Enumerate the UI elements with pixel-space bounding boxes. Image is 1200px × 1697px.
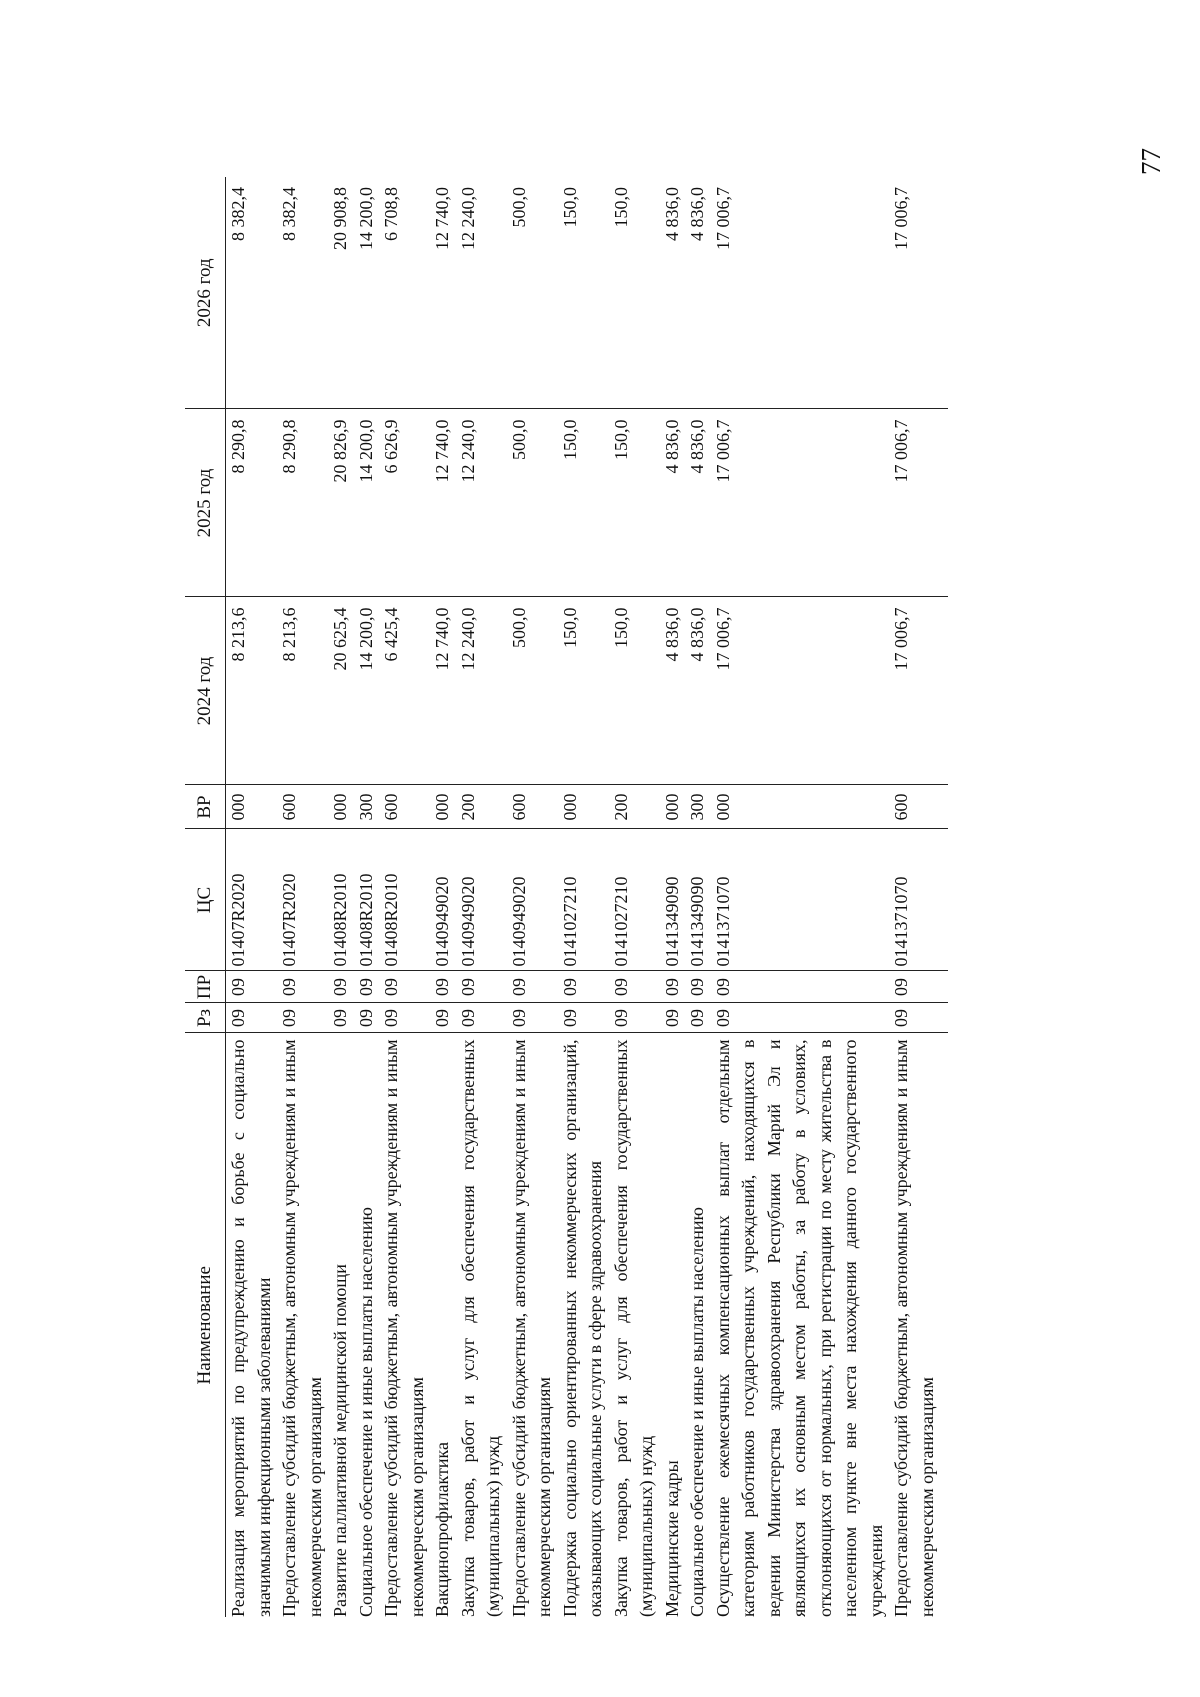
table-row (456, 177, 507, 1617)
row-2024: 500,0 (507, 597, 558, 785)
row-rz: 09 (379, 1003, 430, 1033)
row-2025: 4 836,0 (685, 409, 711, 597)
row-2024: 8 213,6 (226, 597, 278, 785)
row-2026: 17 006,7 (711, 177, 890, 409)
row-name: Предоставление субсидий бюджетным, автономным учреждениям и иным некоммерческим организациям (381, 1039, 427, 1617)
row-name: Развитие паллиативной медицинской помощи (330, 1264, 350, 1617)
row-cs: 0141027210 (558, 829, 609, 971)
table-row (430, 177, 456, 1617)
row-cs: 0141371070 (889, 829, 948, 971)
table-row (354, 177, 380, 1617)
row-pr: 09 (889, 971, 948, 1003)
row-2025: 14 200,0 (354, 409, 380, 597)
row-vr: 000 (328, 785, 354, 829)
row-name: Поддержка социально ориентированных некоммерческих организаций, оказывающих социальные услуги в сфере здравоохранения (559, 1039, 605, 1617)
row-cs: 0141027210 (609, 829, 660, 971)
row-cs: 01408R2010 (354, 829, 380, 971)
row-2024: 12 740,0 (430, 597, 456, 785)
row-2024: 8 213,6 (277, 597, 328, 785)
row-pr: 09 (507, 971, 558, 1003)
row-vr: 200 (456, 785, 507, 829)
table-row (609, 177, 660, 1617)
row-rz: 09 (660, 1003, 686, 1033)
row-2025: 12 240,0 (456, 409, 507, 597)
table-body (226, 177, 949, 1617)
row-2026: 8 382,4 (226, 177, 278, 409)
row-vr: 000 (430, 785, 456, 829)
row-rz: 09 (507, 1003, 558, 1033)
row-cs: 01408R2010 (328, 829, 354, 971)
row-2026: 8 382,4 (277, 177, 328, 409)
row-pr: 09 (354, 971, 380, 1003)
row-cs: 0141349090 (685, 829, 711, 971)
row-2026: 500,0 (507, 177, 558, 409)
row-name: Медицинские кадры (661, 1460, 682, 1617)
row-cs: 01407R2020 (277, 829, 328, 971)
row-2025: 500,0 (507, 409, 558, 597)
table-row (889, 177, 948, 1617)
row-vr: 000 (660, 785, 686, 829)
row-2024: 150,0 (609, 597, 660, 785)
table-row (328, 177, 354, 1617)
row-name: Социальное обеспечение и иные выплаты населению (355, 1207, 376, 1617)
row-vr: 600 (507, 785, 558, 829)
table-row (660, 177, 686, 1617)
row-vr: 300 (354, 785, 380, 829)
row-pr: 09 (660, 971, 686, 1003)
row-rz: 09 (558, 1003, 609, 1033)
table-row (379, 177, 430, 1617)
page-number: 77 (1136, 148, 1166, 175)
header-2026: 2026 год (185, 177, 226, 409)
row-2024: 4 836,0 (660, 597, 686, 785)
row-rz: 09 (711, 1003, 890, 1033)
row-vr: 300 (685, 785, 711, 829)
row-2024: 20 625,4 (328, 597, 354, 785)
row-cs: 0140949020 (430, 829, 456, 971)
row-vr: 600 (379, 785, 430, 829)
row-rz: 09 (430, 1003, 456, 1033)
row-2025: 8 290,8 (226, 409, 278, 597)
budget-table (185, 177, 948, 1617)
header-pr: ПР (185, 971, 226, 1003)
row-name: Предоставление субсидий бюджетным, автономным учреждениям и иным некоммерческим организациям (891, 1039, 937, 1617)
row-pr: 09 (226, 971, 278, 1003)
row-2025: 17 006,7 (711, 409, 890, 597)
row-cs: 0140949020 (456, 829, 507, 971)
row-rz: 09 (609, 1003, 660, 1033)
row-rz: 09 (277, 1003, 328, 1033)
row-pr: 09 (430, 971, 456, 1003)
row-cs: 01407R2020 (226, 829, 278, 971)
table-row (277, 177, 328, 1617)
row-vr: 000 (226, 785, 278, 829)
row-vr: 000 (711, 785, 890, 829)
row-pr: 09 (558, 971, 609, 1003)
row-rz: 09 (354, 1003, 380, 1033)
row-rz: 09 (889, 1003, 948, 1033)
row-2024: 14 200,0 (354, 597, 380, 785)
row-pr: 09 (277, 971, 328, 1003)
row-2025: 150,0 (558, 409, 609, 597)
row-pr: 09 (379, 971, 430, 1003)
row-vr: 200 (609, 785, 660, 829)
row-cs: 0140949020 (507, 829, 558, 971)
row-cs: 0141371070 (711, 829, 890, 971)
row-vr: 000 (558, 785, 609, 829)
row-2025: 150,0 (609, 409, 660, 597)
row-rz: 09 (456, 1003, 507, 1033)
table-row (558, 177, 609, 1617)
table-row (711, 177, 890, 1617)
row-2026: 14 200,0 (354, 177, 380, 409)
row-rz: 09 (685, 1003, 711, 1033)
row-2026: 20 908,8 (328, 177, 354, 409)
header-cs: ЦС (185, 829, 226, 971)
row-2024: 150,0 (558, 597, 609, 785)
header-2024: 2024 год (185, 597, 226, 785)
row-name: Закупка товаров, работ и услуг для обеспечения государственных (муниципальных) нужд (610, 1039, 656, 1617)
row-2025: 17 006,7 (889, 409, 948, 597)
row-2024: 17 006,7 (889, 597, 948, 785)
header-2025: 2025 год (185, 409, 226, 597)
row-2024: 12 240,0 (456, 597, 507, 785)
row-name: Предоставление субсидий бюджетным, автономным учреждениям и иным некоммерческим организациям (279, 1039, 325, 1617)
row-name: Реализация мероприятий по предупреждению и борьбе с социально значимыми инфекционными заболеваниями (228, 1039, 274, 1617)
row-pr: 09 (456, 971, 507, 1003)
row-2026: 150,0 (558, 177, 609, 409)
row-pr: 09 (328, 971, 354, 1003)
row-cs: 0141349090 (660, 829, 686, 971)
row-2026: 6 708,8 (379, 177, 430, 409)
header-vr: ВР (185, 785, 226, 829)
header-name: Наименование (185, 1033, 226, 1617)
row-2025: 12 740,0 (430, 409, 456, 597)
row-name: Закупка товаров, работ и услуг для обеспечения государственных (муниципальных) нужд (457, 1039, 503, 1617)
row-2024: 4 836,0 (685, 597, 711, 785)
row-2026: 17 006,7 (889, 177, 948, 409)
row-pr: 09 (711, 971, 890, 1003)
row-2026: 12 240,0 (456, 177, 507, 409)
row-rz: 09 (328, 1003, 354, 1033)
rotated-page-content (185, 177, 1185, 1617)
row-cs: 01408R2010 (379, 829, 430, 971)
header-rz: Рз (185, 1003, 226, 1033)
row-2026: 4 836,0 (685, 177, 711, 409)
row-2025: 4 836,0 (660, 409, 686, 597)
table-row (685, 177, 711, 1617)
row-rz: 09 (226, 1003, 278, 1033)
row-2026: 4 836,0 (660, 177, 686, 409)
row-2025: 6 626,9 (379, 409, 430, 597)
row-name: Предоставление субсидий бюджетным, автономным учреждениям и иным некоммерческим организациям (508, 1039, 554, 1617)
table-header-row (185, 177, 226, 1617)
row-2024: 17 006,7 (711, 597, 890, 785)
row-2025: 8 290,8 (277, 409, 328, 597)
row-vr: 600 (277, 785, 328, 829)
row-pr: 09 (685, 971, 711, 1003)
row-2026: 150,0 (609, 177, 660, 409)
row-pr: 09 (609, 971, 660, 1003)
row-vr: 600 (889, 785, 948, 829)
row-name: Осуществление ежемесячных компенсационных выплат отдельным категориям работников государственных учреждений, находящихся в ведении Министерства здравоохранения Республики Марий Эл и являющихся их основным местом работы, за работу в условиях, отклоняющихся от нормальных, при регистрации по месту жительства в населенном пункте вне места нахождения данного государственного учреждения (712, 1039, 886, 1617)
table-row (507, 177, 558, 1617)
row-2025: 20 826,9 (328, 409, 354, 597)
row-name: Социальное обеспечение и иные выплаты населению (687, 1207, 707, 1617)
table-row (226, 177, 278, 1617)
row-name: Вакцинопрофилактика (432, 1441, 452, 1617)
row-2026: 12 740,0 (430, 177, 456, 409)
row-2024: 6 425,4 (379, 597, 430, 785)
